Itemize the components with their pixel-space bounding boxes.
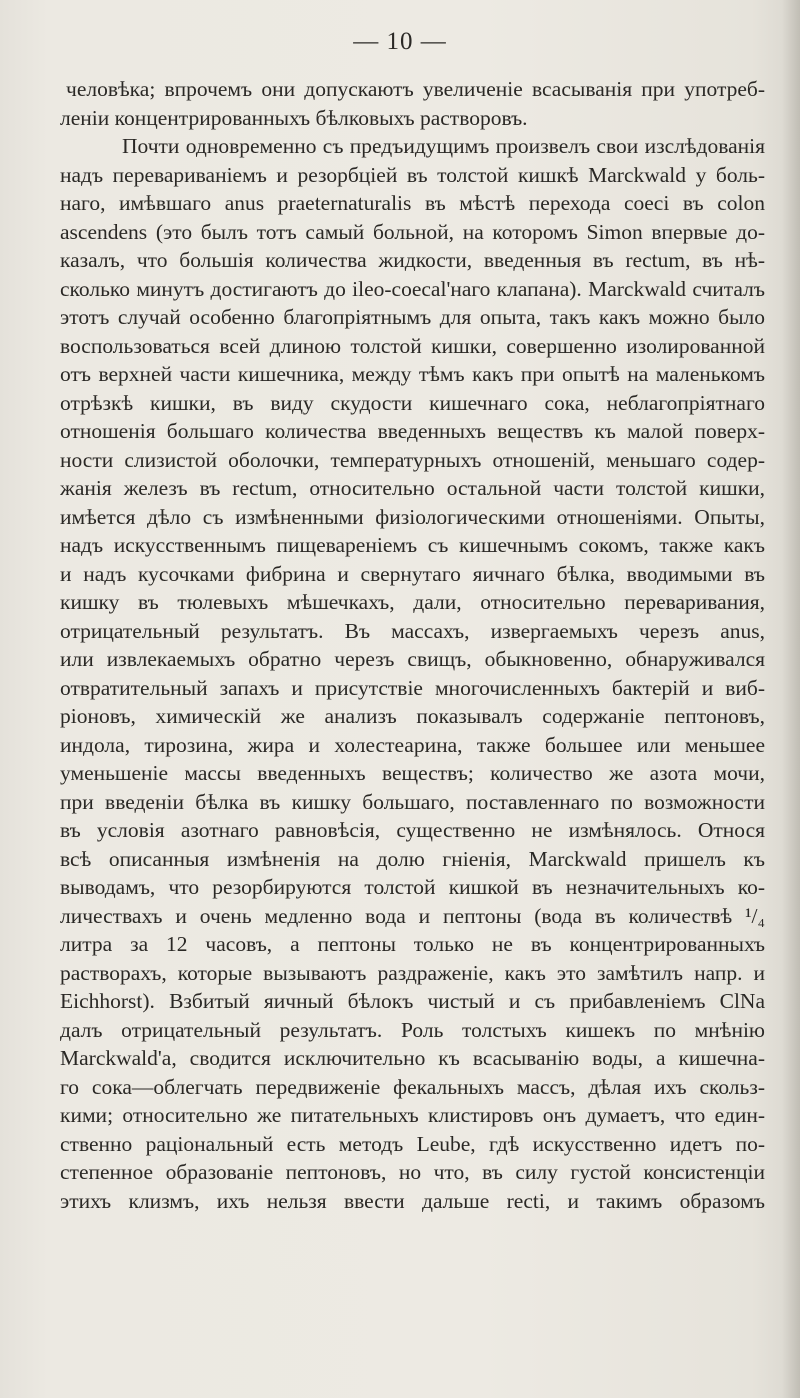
- page-edge-shadow: [782, 0, 800, 1398]
- text-line: отвратительный запахъ и присутствіе многочисленныхъ бактерій и виб-: [60, 675, 765, 700]
- text-line: Marckwald'а, сводится исключительно къ всасыванію воды, а кишечна-: [60, 1046, 765, 1070]
- text-line: воспользоваться всей длиною толстой кишки, совершенно изолированной: [60, 333, 765, 358]
- text-line: литра за 12 часовъ, а пептоны только не въ концентрированныхъ: [60, 932, 765, 956]
- text-line: ности слизистой оболочки, температурныхъ отношеній, меньшаго содер-: [60, 447, 765, 472]
- text-line: этихъ клизмъ, ихъ нельзя ввести дальше recti, и такимъ образомъ: [60, 1188, 765, 1213]
- text-line: выводамъ, что резорбируются толстой кишкой въ незначительныхъ ко-: [60, 875, 765, 899]
- text-line: степенное образованіе пептоновъ, но что, въ силу густой консистенціи: [60, 1160, 765, 1184]
- text-line: ascendens (это былъ тотъ самый больной, на которомъ Simon впервые до-: [60, 219, 765, 244]
- text-line: Eichhorst). Взбитый яичный бѣлокъ чистый и съ прибавленіемъ ClNa: [60, 989, 765, 1013]
- text-line: далъ отрицательный результатъ. Роль толстыхъ кишекъ по мнѣнію: [60, 1017, 765, 1042]
- text-line: или извлекаемыхъ обратно черезъ свищъ, обыкновенно, обнаруживался: [60, 647, 765, 671]
- text-line: имѣется дѣло съ измѣненными физіологическими отношеніями. Опыты,: [60, 504, 765, 529]
- text-line: кими; относительно же питательныхъ клистировъ онъ думаетъ, что един-: [60, 1103, 765, 1127]
- body-text: [60, 75, 765, 1215]
- text-line: отъ верхней части кишечника, между тѣмъ какъ при опытѣ на маленькомъ: [60, 362, 765, 386]
- text-line: леніи концентрированныхъ бѣлковыхъ растворовъ.: [60, 105, 528, 130]
- text-line: при введеніи бѣлка въ кишку большаго, поставленнаго по возможности: [60, 789, 765, 814]
- text-line: въ условія азотнаго равновѣсія, существенно не измѣнялось. Относя: [60, 818, 765, 842]
- text-line: сколько минутъ достигаютъ до ileo-coecal'наго клапана). Marckwald считалъ: [60, 276, 765, 301]
- text-line: этотъ случай особенно благопріятнымъ для опыта, такъ какъ можно было: [60, 305, 765, 329]
- text-line: кишку въ тюлевыхъ мѣшечкахъ, дали, относительно переваривания,: [60, 590, 765, 614]
- text-line: надъ искусственнымъ пищевареніемъ съ кишечнымъ сокомъ, также какъ: [60, 533, 765, 557]
- text-line: уменьшеніе массы введенныхъ веществъ; количество же азота мочи,: [60, 761, 765, 785]
- page-number: — 10 —: [353, 28, 447, 55]
- text-line: и надъ кусочками фибрина и свернутаго яичнаго бѣлка, вводимыми въ: [60, 561, 765, 586]
- text-line: человѣка; впрочемъ они допускаютъ увеличеніе всасыванія при употреб-: [66, 77, 765, 101]
- text-line: Почти одновременно съ предъидущимъ произвелъ свои изслѣдованія: [122, 134, 765, 158]
- text-line: го сока—облегчать передвиженіе фекальныхъ массъ, дѣлая ихъ скольз-: [60, 1074, 765, 1099]
- text-line: наго, имѣвшаго anus praeternaturalis въ мѣстѣ перехода coeci въ colon: [60, 191, 765, 215]
- text-line: личествахъ и очень медленно вода и пептоны (вода въ количествѣ ¹/₄: [60, 903, 765, 928]
- text-line: ріоновъ, химическій же анализъ показывалъ содержаніе пептоновъ,: [60, 704, 765, 728]
- text-line: ственно раціональный есть методъ Leube, гдѣ искусственно идетъ по-: [60, 1131, 765, 1156]
- text-line: растворахъ, которые вызываютъ раздраженіе, какъ это замѣтилъ напр. и: [60, 960, 765, 985]
- text-line: отрѣзкѣ кишки, въ виду скудости кишечнаго сока, неблагопріятнаго: [60, 390, 765, 415]
- text-line: казалъ, что большія количества жидкости, введенныя въ rectum, въ нѣ-: [60, 248, 765, 272]
- text-line: всѣ описанныя измѣненія на долю гніенія, Marckwald пришелъ къ: [60, 846, 765, 871]
- text-line: индола, тирозина, жира и холестеарина, также большее или меньшее: [60, 732, 765, 757]
- text-line: отрицательный результатъ. Въ массахъ, извергаемыхъ черезъ anus,: [60, 618, 765, 643]
- text-line: жанія железъ въ rectum, относительно остальной части толстой кишки,: [60, 476, 765, 500]
- text-line: отношенія большаго количества введенныхъ веществъ къ малой поверх-: [60, 419, 765, 443]
- text-line: надъ перевариваніемъ и резорбціей въ толстой кишкѣ Marckwald у боль-: [60, 162, 765, 187]
